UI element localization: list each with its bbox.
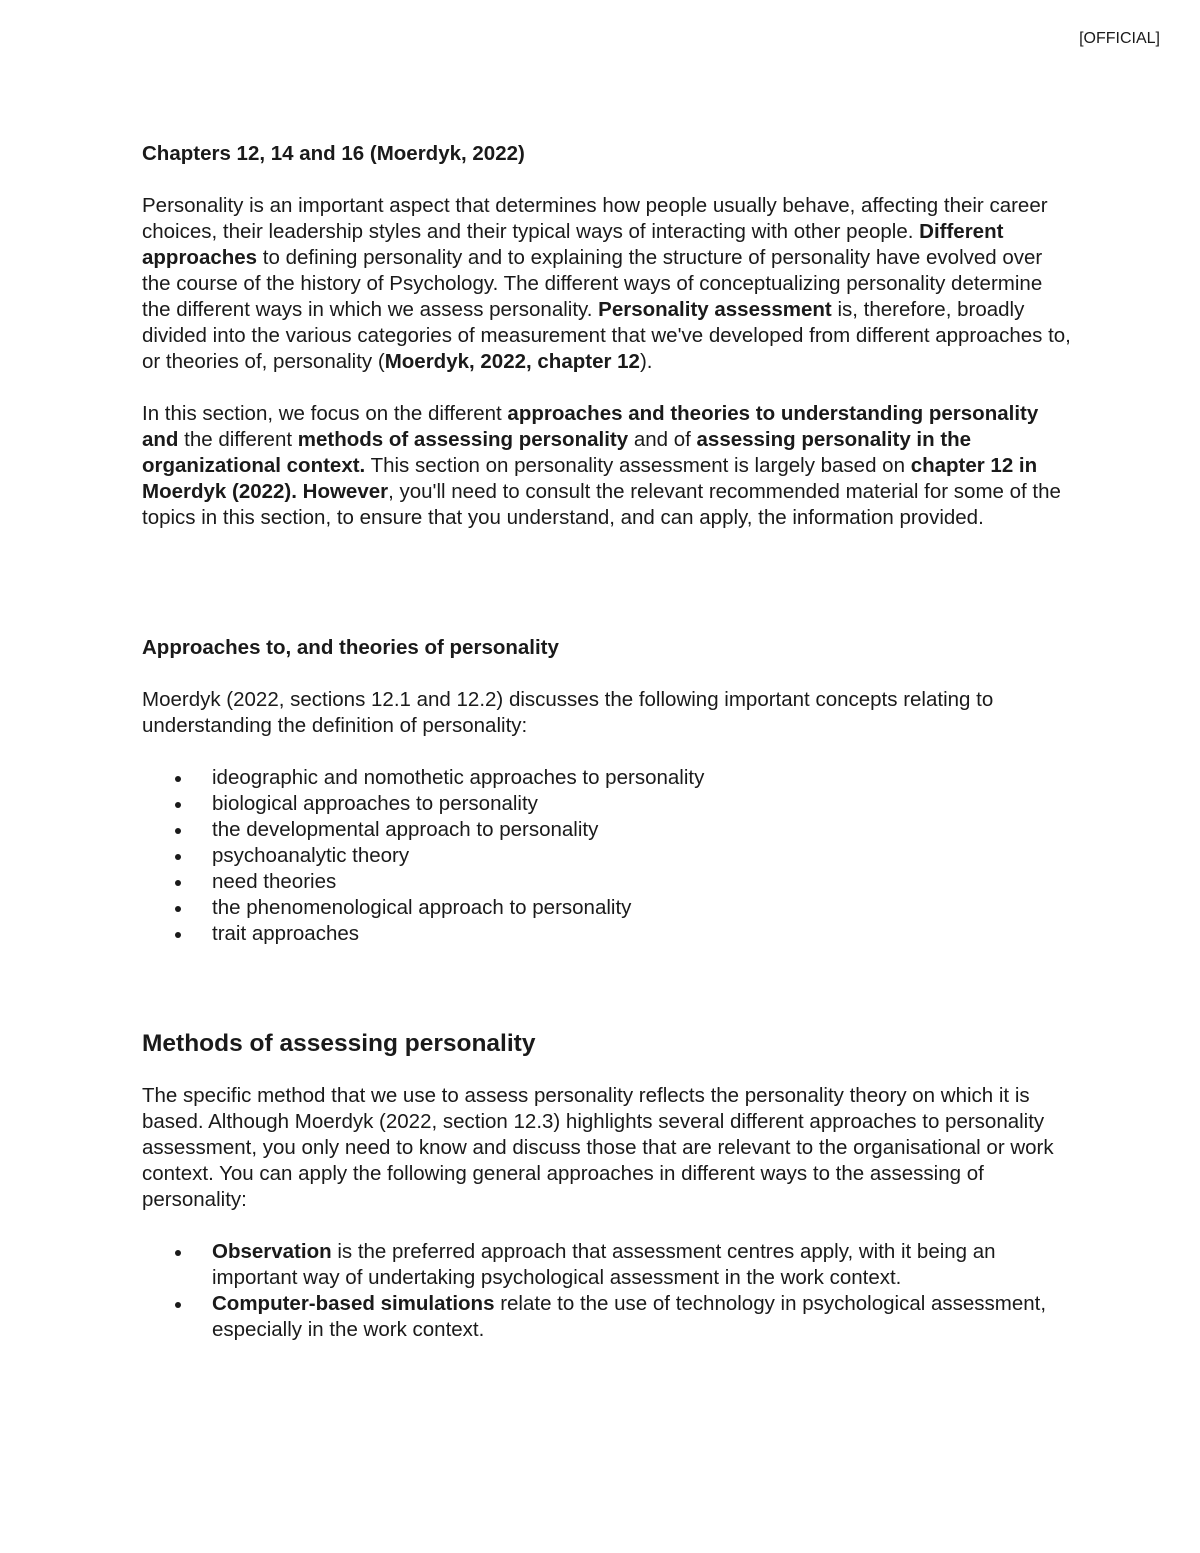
classification-label: [OFFICIAL]	[1079, 30, 1160, 47]
bold-text-run: chapter 12 in Moerdyk (2022). However	[142, 454, 1038, 503]
methods-list	[142, 1239, 1072, 1343]
list-item-term: Computer-based simulations	[212, 1292, 495, 1315]
text-run: ).	[639, 350, 653, 373]
list-item: ideographic and nomothetic approaches to personality	[142, 765, 1072, 791]
intro-paragraph	[142, 193, 1072, 375]
list-item-term: Observation	[212, 1240, 332, 1263]
methods-intro: The specific method that we use to assess personality reflects the personality theory on which it is based. Although Moerdyk (2022, section 12.3) highlights several different approaches to personality assessment, you only need to know and discuss those that are relevant to the organisational or work context. You can apply the following general approaches in different ways to the assessing of personality:	[142, 1084, 1054, 1211]
text-run: and of	[628, 428, 697, 451]
list-item: trait approaches	[142, 921, 1072, 947]
bold-text-run: Different approaches	[142, 220, 1004, 269]
bold-text-run: Moerdyk, 2022, chapter 12	[384, 350, 640, 373]
document-body	[142, 141, 1072, 1343]
bold-text-run: methods of assessing personality	[297, 428, 629, 451]
bold-text-run: Personality assessment	[598, 298, 832, 321]
bold-text-run: assessing personality in the organizational context.	[142, 428, 972, 477]
list-item: the developmental approach to personality	[142, 817, 1072, 843]
list-item: the phenomenological approach to personality	[142, 895, 1072, 921]
methods-heading: Methods of assessing personality	[142, 1030, 536, 1057]
text-run: to defining personality and to explaining the structure of personality have evolved over the course of the history of Psychology. The different ways of conceptualizing personality determine the different ways in which we assess personality.	[142, 246, 1043, 321]
focus-paragraph	[142, 401, 1072, 531]
list-item: psychoanalytic theory	[142, 843, 1072, 869]
list-item: need theories	[142, 869, 1072, 895]
text-run: , you'll need to consult the relevant recommended material for some of the topics in this section, to ensure that you understand, and can apply, the information provided.	[142, 480, 1061, 529]
list-item: biological approaches to personality	[142, 791, 1072, 817]
text-run: In this section, we focus on the different	[142, 402, 508, 425]
text-run: This section on personality assessment is largely based on	[365, 454, 911, 477]
approaches-heading: Approaches to, and theories of personality	[142, 636, 559, 659]
list-item-text: is the preferred approach that assessment centres apply, with it being an important way of undertaking psychological assessment in the work context.	[212, 1240, 996, 1289]
text-run: Personality is an important aspect that determines how people usually behave, affecting their career choices, their leadership styles and their typical ways of interacting with other people.	[142, 194, 1048, 243]
list-item	[142, 1291, 1072, 1343]
text-run: is, therefore, broadly divided into the various categories of measurement that we've developed from different approaches to, or theories of, personality (	[142, 298, 1071, 373]
list-item-text: relate to the use of technology in psychological assessment, especially in the work context.	[212, 1292, 1047, 1341]
list-item	[142, 1239, 1072, 1291]
chapters-heading: Chapters 12, 14 and 16 (Moerdyk, 2022)	[142, 142, 525, 165]
bold-text-run: approaches and theories to understanding personality and	[142, 402, 1039, 451]
text-run: the different	[178, 428, 298, 451]
approaches-list	[142, 765, 1072, 947]
approaches-intro: Moerdyk (2022, sections 12.1 and 12.2) discusses the following important concepts relating to understanding the definition of personality:	[142, 688, 994, 737]
